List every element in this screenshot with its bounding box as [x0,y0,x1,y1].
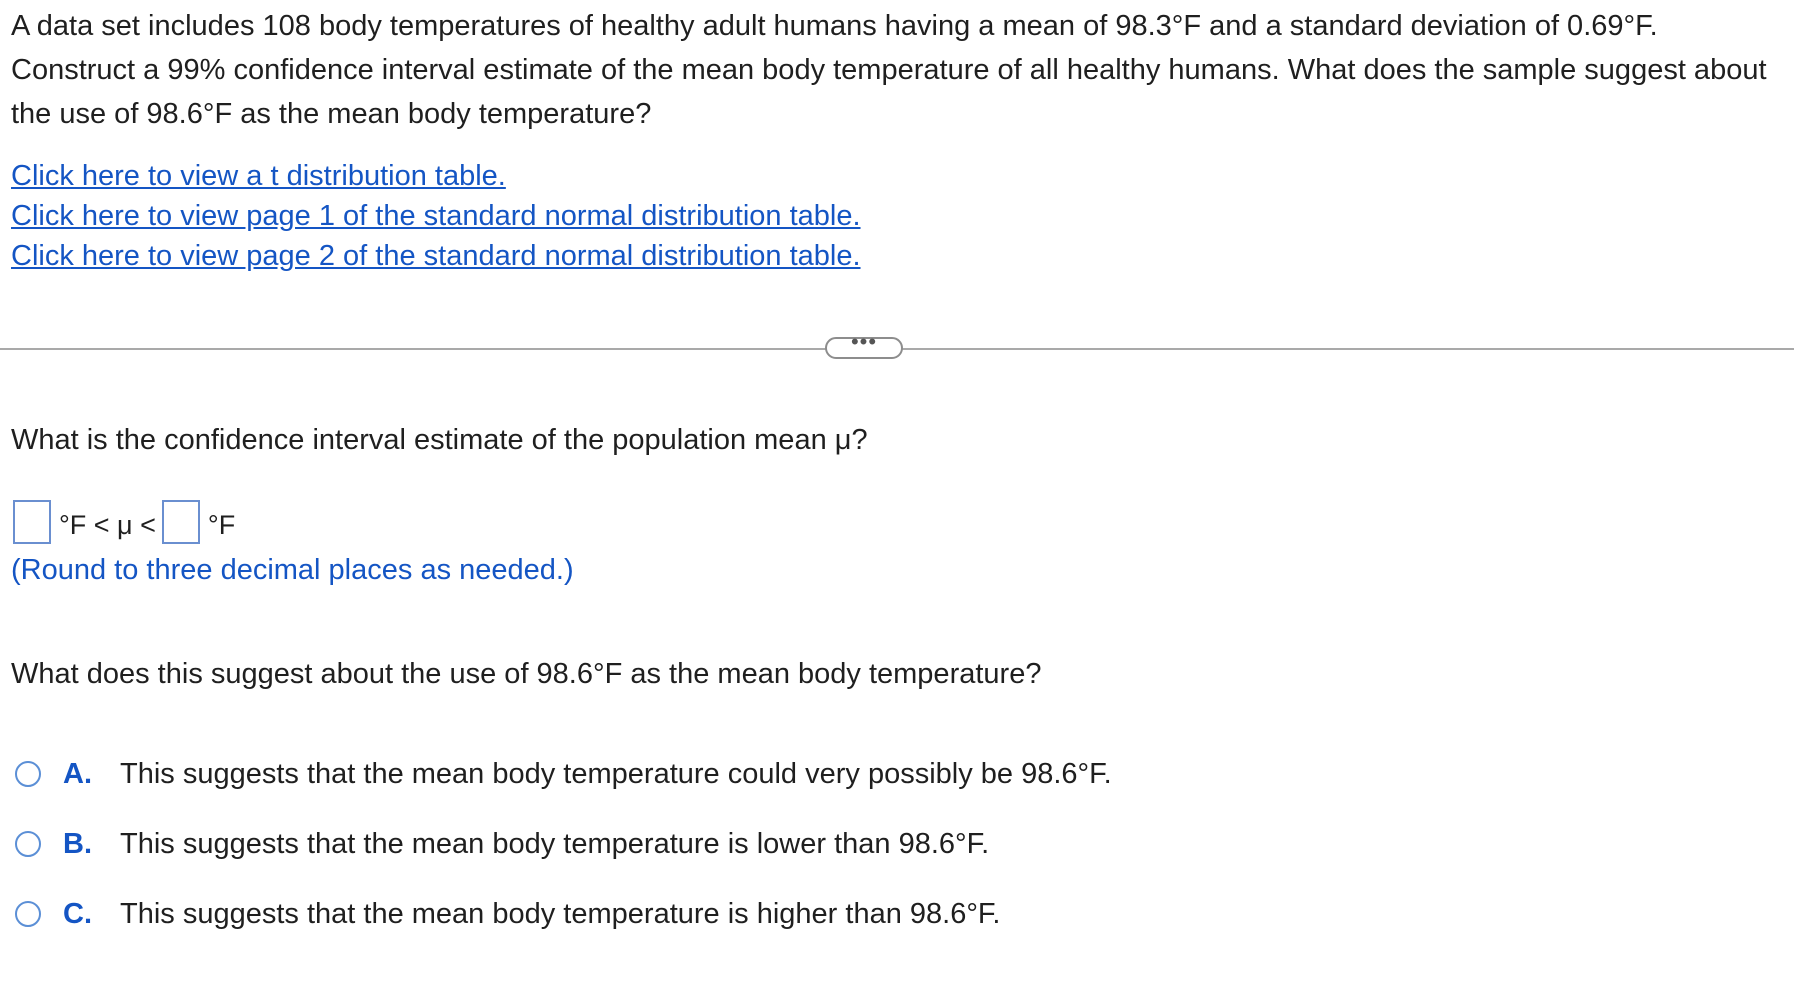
ellipsis-icon: ••• [850,329,878,354]
option-b-letter: B. [63,827,92,860]
upper-bound-input[interactable] [162,500,200,544]
option-a[interactable] [15,752,1112,796]
option-c-text: This suggests that the mean body temperature is higher than 98.6°F. [120,897,1001,930]
option-a-text: This suggests that the mean body temperature could very possibly be 98.6°F. [120,757,1112,790]
rounding-hint: (Round to three decimal places as needed.) [11,554,574,586]
t-distribution-table-link[interactable]: Click here to view a t distribution table. [11,160,506,192]
option-c-letter: C. [63,897,92,930]
radio-c-icon[interactable] [15,901,41,927]
normal-table-page1-link[interactable]: Click here to view page 1 of the standard normal distribution table. [11,200,861,232]
option-a-letter: A. [63,757,92,790]
radio-a-icon[interactable] [15,761,41,787]
ci-inequality-text: °F < μ < [59,509,156,540]
normal-table-page2-link[interactable]: Click here to view page 2 of the standard normal distribution table. [11,240,861,272]
option-b[interactable] [15,822,989,866]
ci-unit-text: °F [207,509,236,540]
interpretation-question: What does this suggest about the use of 98.6°F as the mean body temperature? [11,658,1042,690]
ci-question: What is the confidence interval estimate of the population mean μ? [11,424,868,456]
question-text: A data set includes 108 body temperatures of healthy adult humans having a mean of 98.3°F and a standard deviation of 0.69°F. Construct a 99% confidence interval estimate of the mean body temperature of all healthy humans. What does the sample suggest about the use of 98.6°F as the mean body temperature? [11,10,1767,130]
radio-b-icon[interactable] [15,831,41,857]
lower-bound-input[interactable] [13,500,51,544]
reference-links [11,156,861,276]
ci-answer-row [13,498,241,546]
option-c[interactable] [15,892,1001,936]
expand-button[interactable] [825,329,903,359]
option-b-text: This suggests that the mean body temperature is lower than 98.6°F. [120,827,990,860]
